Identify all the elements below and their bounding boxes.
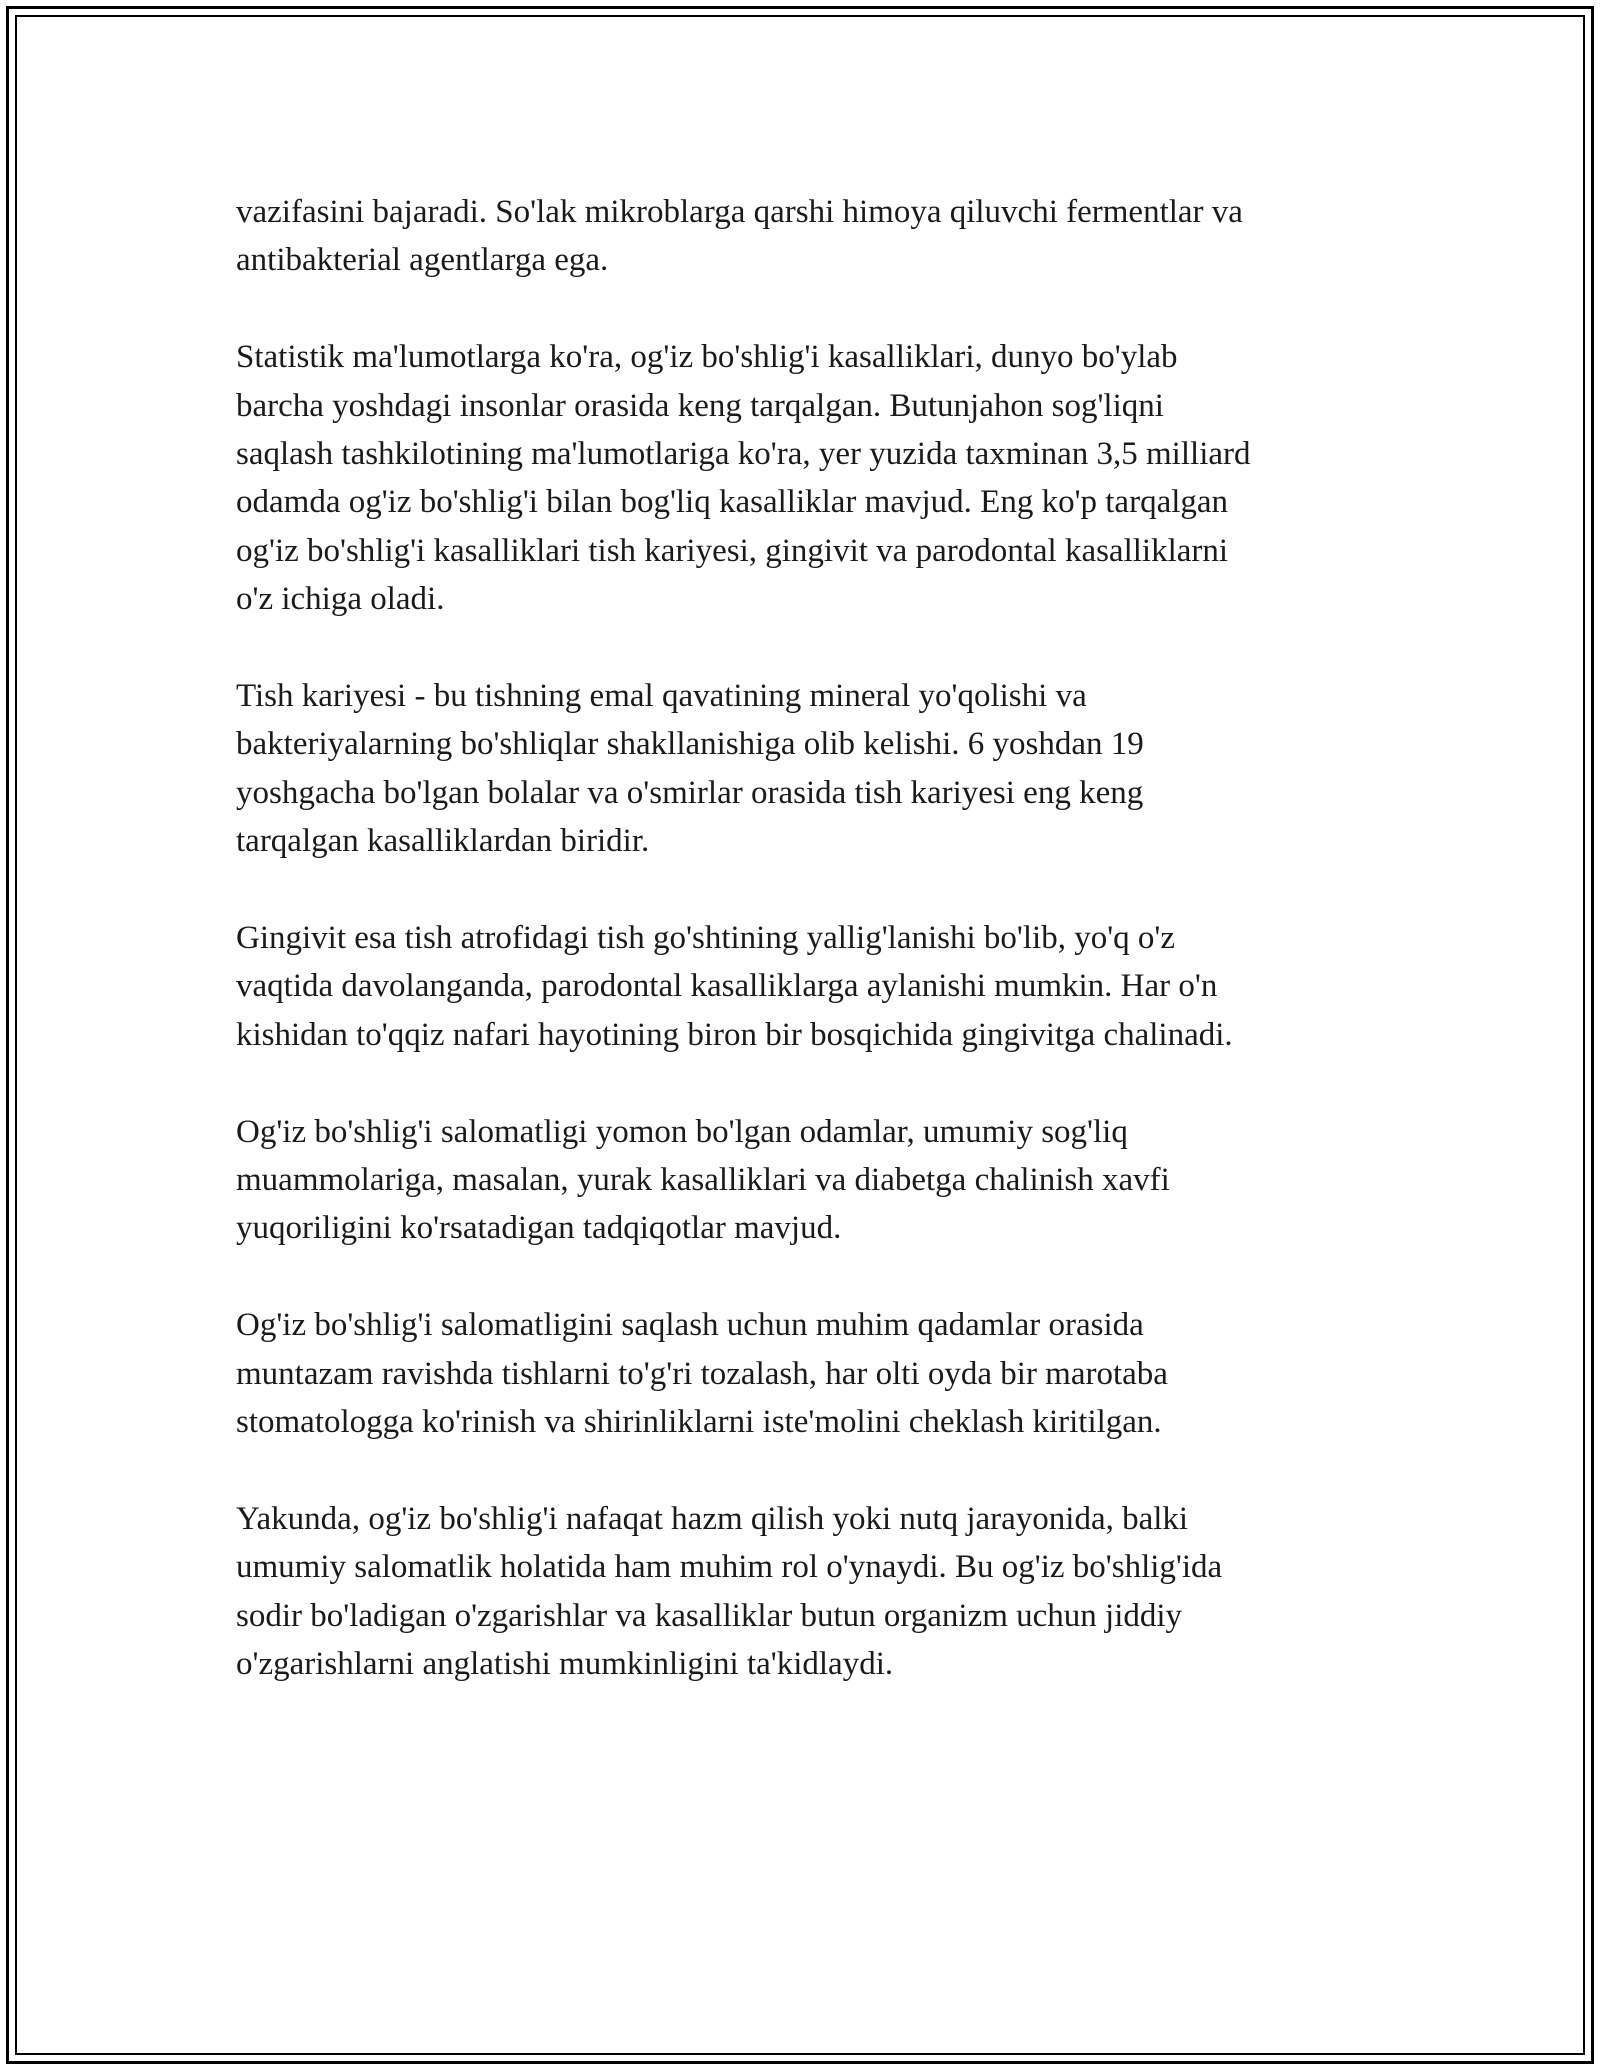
paragraph-6: Og'iz bo'shlig'i salomatligini saqlash uchun muhim qadamlar orasida muntazam ravishda tishlarni to'g'ri tozalash, har olti oyda bir marotaba stomatologga ko'rinish va shirinliklarni iste'molini cheklash kiritilgan.: [236, 1307, 1168, 1441]
paragraph-4: Gingivit esa tish atrofidagi tish go'shtining yallig'lanishi bo'lib, yo'q o'z vaqtida davolanganda, parodontal kasalliklarga aylanishi mumkin. Har o'n kishidan to'qqiz nafari hayotining biron bir bosqichida gingivitga chalinadi.: [236, 920, 1233, 1053]
document-body: [236, 188, 1386, 1689]
paragraph-7: Yakunda, og'iz bo'shlig'i nafaqat hazm qilish yoki nutq jarayonida, balki umumiy salomatlik holatida ham muhim rol o'ynaydi. Bu og'iz bo'shlig'ida sodir bo'ladigan o'zgarishlar va kasalliklar butun organizm uchun jiddiy o'zgarishlarni anglatishi mumkinligini ta'kidlaydi.: [236, 1500, 1223, 1683]
paragraph-2: Statistik ma'lumotlarga ko'ra, og'iz bo'shlig'i kasalliklari, dunyo bo'ylab barcha yoshdagi insonlar orasida keng tarqalgan. Butunjahon sog'liqni saqlash tashkilotining ma'lumotlariga ko'ra, yer yuzida taxminan 3,5 milliard odamda og'iz bo'shlig'i bilan bog'liq kasalliklar mavjud. Eng ko'p tarqalgan og'iz bo'shlig'i kasalliklari tish kariyesi, gingivit va parodontal kasalliklarni o'z ichiga oladi.: [236, 339, 1251, 618]
paragraph-1: vazifasini bajaradi. So'lak mikroblarga qarshi himoya qiluvchi fermentlar va antibakterial agentlarga ega.: [236, 194, 1243, 279]
paragraph-3: Tish kariyesi - bu tishning emal qavatining mineral yo'qolishi va bakteriyalarning bo'shliqlar shakllanishiga olib kelishi. 6 yoshdan 19 yoshgacha bo'lgan bolalar va o'smirlar orasida tish kariyesi eng keng tarqalgan kasalliklardan biridir.: [236, 678, 1144, 860]
paragraph-5: Og'iz bo'shlig'i salomatligi yomon bo'lgan odamlar, umumiy sog'liq muammolariga, masalan, yurak kasalliklari va diabetga chalinish xavfi yuqoriligini ko'rsatadigan tadqiqotlar mavjud.: [236, 1113, 1170, 1247]
